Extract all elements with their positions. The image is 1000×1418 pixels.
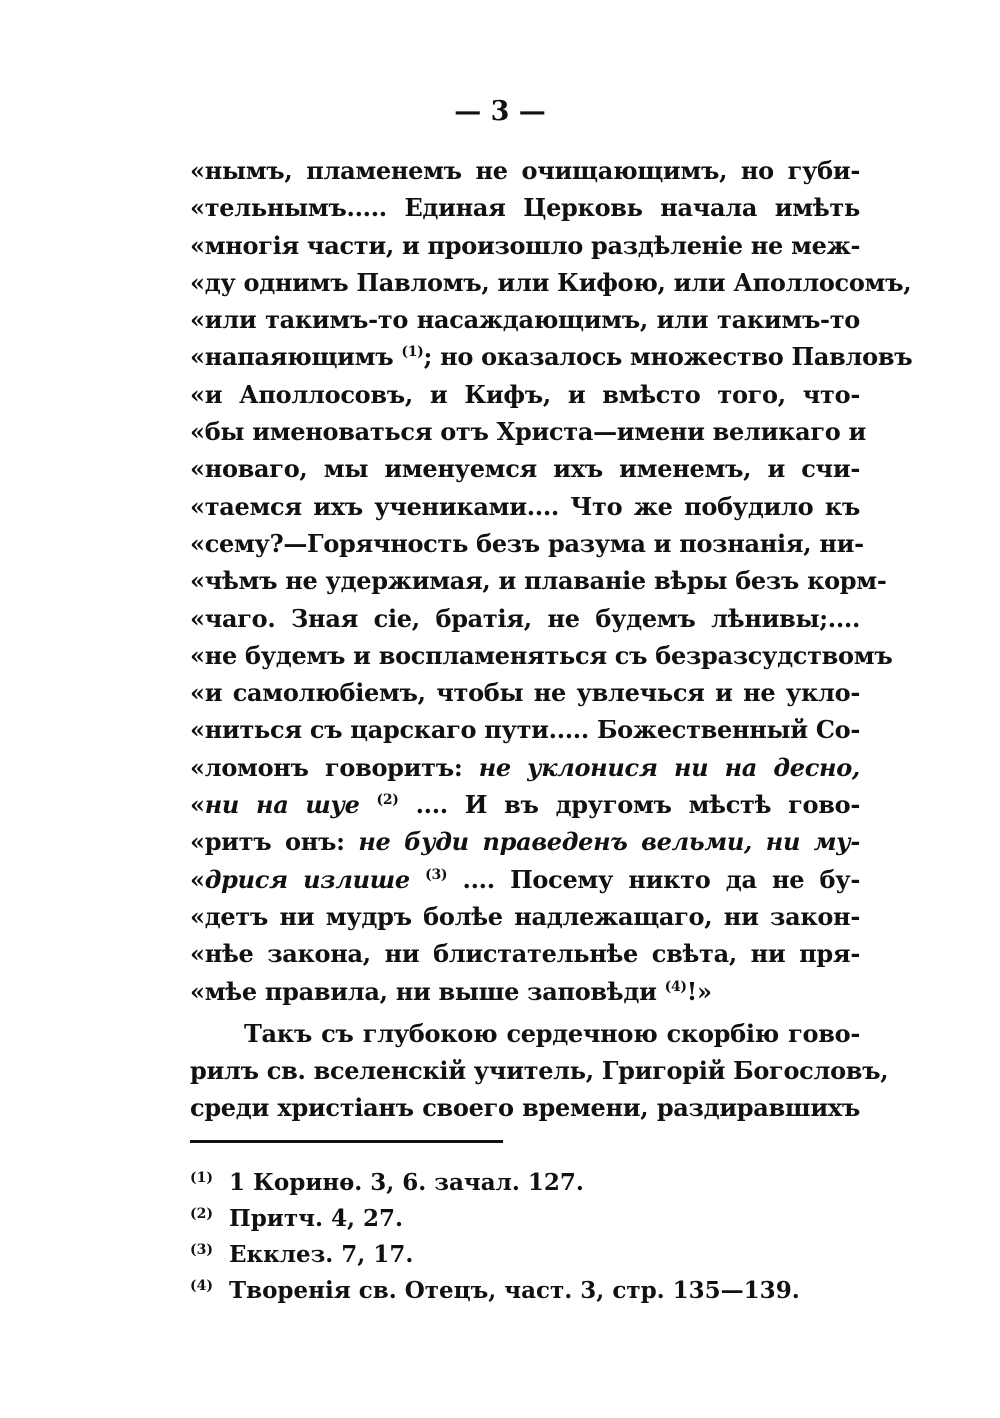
- text-line: «детъ ни мудръ болѣе надлежащаго, ни закон-: [190, 901, 860, 931]
- italic-quote: не буди праведенъ вельми, ни му-: [358, 827, 860, 857]
- text-line: «не будемъ и воспламеняться съ безразсудствомъ: [190, 640, 893, 670]
- footnote-item: [190, 1232, 860, 1268]
- body-text: [190, 152, 913, 1127]
- footnote-text: Творенія св. Отецъ, част. 3, стр. 135—139.: [229, 1277, 800, 1304]
- footnote-ref: (4): [664, 978, 687, 995]
- text-line: рилъ св. вселенскій учитель, Григорій Богословъ,: [190, 1056, 889, 1086]
- text-line: «чаго. Зная сіе, братія, не будемъ лѣнивы;....: [190, 603, 860, 633]
- text-line: «бы именоваться отъ Христа—имени великаго и: [190, 417, 867, 447]
- footnote-item: [190, 1160, 860, 1196]
- footnote-mark: (4): [190, 1278, 213, 1294]
- footnotes: [190, 1160, 860, 1304]
- footnote-item: [190, 1196, 860, 1232]
- text-line: «ритъ онъ: не буди праведенъ вельми, ни му-: [190, 827, 860, 857]
- footnote-item: [190, 1268, 860, 1304]
- text-line: «тельнымъ..... Единая Церковь начала имѣть: [190, 193, 860, 223]
- italic-quote: не уклонися ни на десно,: [478, 752, 860, 782]
- text-line: «или такимъ-то насаждающимъ, или такимъ-то: [190, 305, 860, 335]
- footnote-text: Притч. 4, 27.: [229, 1205, 403, 1232]
- footnote-ref: (1): [401, 344, 424, 361]
- text-line: «таемся ихъ учениками.... Что же побудило къ: [190, 491, 860, 521]
- text-line: «дрися излише $^{(3)}$ .... Посему никто да не бу-: [190, 864, 860, 894]
- text-line: «ду однимъ Павломъ, или Кифою, или Аполлосомъ,: [190, 267, 912, 297]
- text-line: «ломонъ говоритъ: не уклонися ни на десно,: [190, 752, 860, 782]
- page-number: — 3 —: [454, 96, 546, 127]
- italic-quote: ни на шуе: [204, 790, 360, 820]
- footnote-mark: (1): [190, 1170, 213, 1186]
- text-line: «сему?—Горячность безъ разума и познанія, ни-: [190, 528, 864, 558]
- footnote-text: Екклез. 7, 17.: [229, 1241, 414, 1268]
- text-line: «и самолюбіемъ, чтобы не увлечься и не укло-: [190, 678, 860, 708]
- footnote-mark: (3): [190, 1242, 213, 1258]
- text-line: Такъ съ глубокою сердечною скорбію гово-: [244, 1018, 860, 1048]
- footnote-mark: (2): [190, 1206, 213, 1222]
- text-line: «мѣе правила, ни выше заповѣди $^{(4)}$!»: [190, 976, 712, 1006]
- text-line: «нымъ, пламенемъ не очищающимъ, но губи-: [190, 156, 860, 185]
- footnote-text: 1 Коринѳ. 3, 6. зачал. 127.: [229, 1169, 584, 1196]
- italic-quote: дрися излише: [204, 864, 410, 894]
- text-line: «многія части, и произошло раздѣленіе не меж-: [190, 230, 861, 260]
- text-line: «и Аполлосовъ, и Кифъ, и вмѣсто того, что-: [190, 379, 860, 409]
- footnote-ref: (3): [425, 866, 448, 883]
- text-line: «нѣе закона, ни блистательнѣе свѣта, ни пря-: [190, 939, 860, 969]
- text-line: «новаго, мы именуемся ихъ именемъ, и счи-: [190, 454, 860, 484]
- text-line: «напаяющимъ $^{(1)}$; но оказалось множество Павловъ: [190, 342, 913, 372]
- text-line: среди христіанъ своего времени, раздиравшихъ: [190, 1093, 860, 1123]
- footnote-ref: (2): [376, 792, 399, 809]
- text-line: «чѣмъ не удержимая, и плаваніе вѣры безъ корм-: [190, 566, 887, 596]
- footnote-separator: [190, 1140, 503, 1143]
- text-line: «ни на шуе $^{(2)}$ .... И въ другомъ мѣстѣ гово-: [190, 790, 861, 820]
- text-line: «ниться съ царскаго пути..... Божественный Со-: [190, 715, 861, 745]
